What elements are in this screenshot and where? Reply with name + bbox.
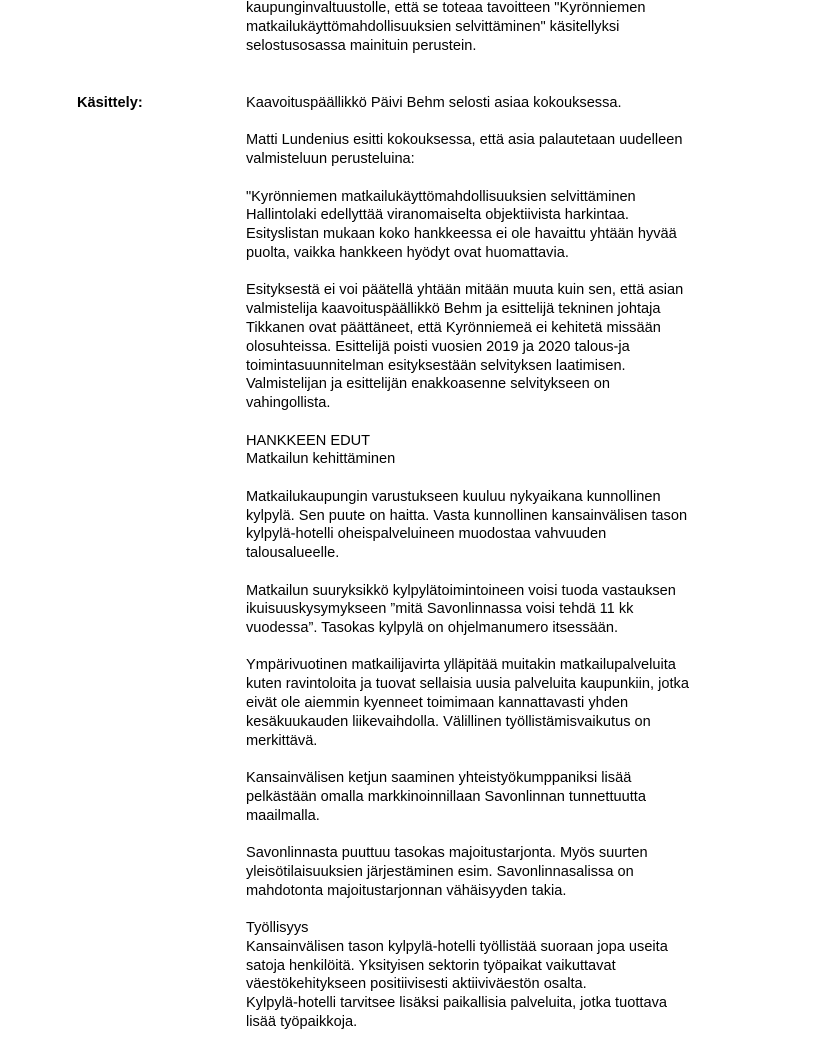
text-line: Kaavoituspäällikkö Päivi Behm selosti asiaa kokouksessa. bbox=[246, 95, 622, 111]
text-line: pelkästään omalla markkinoinnillaan Savonlinnan tunnettuutta bbox=[246, 788, 646, 805]
paragraph-gap bbox=[246, 638, 766, 657]
text-line: Matkailun suuryksikkö kylpylätoimintoineen voisi tuoda vastauksen bbox=[246, 582, 676, 599]
paragraph-gap bbox=[246, 750, 766, 769]
text-line: kuten ravintoloita ja tuovat sellaisia uusia palveluita kaupunkiin, jotka bbox=[246, 676, 689, 693]
paragraph-gap bbox=[246, 469, 766, 488]
text-line: Kansainvälisen ketjun saaminen yhteistyökumppaniksi lisää bbox=[246, 770, 632, 787]
text-line: Esityksestä ei voi päätellä yhtään mitään muuta kuin sen, että asian bbox=[246, 282, 684, 299]
paragraph-gap bbox=[246, 113, 766, 132]
text-line: toimintasuunnitelman esityksestään selvityksen laatimisen. bbox=[246, 357, 626, 374]
paragraph bbox=[246, 656, 766, 750]
text-line: Kansainvälisen tason kylpylä-hotelli työllistää suoraan jopa useita bbox=[246, 938, 668, 955]
text-line: talousalueelle. bbox=[246, 545, 340, 562]
text-line: mahdotonta majoitustarjonnan vähäisyyden takia. bbox=[246, 882, 567, 899]
text-line: kylpylä-hotelli oheispalveluineen muodostaa vahvuuden bbox=[246, 526, 607, 543]
text-line: vahingollista. bbox=[246, 395, 331, 412]
text-line: ikuisuuskysymykseen ”mitä Savonlinnassa voisi tehdä 11 kk bbox=[246, 601, 634, 618]
text-line: väestökehitykseen positiivisesti aktiiviväestön osalta. bbox=[246, 976, 587, 993]
text-line: kylpylä. Sen puute on haitta. Vasta kunnollinen kansainvälisen tason bbox=[246, 507, 688, 524]
text-line: Matkailukaupungin varustukseen kuuluu nykyaikana kunnollinen bbox=[246, 488, 661, 505]
section-label: Käsittely: bbox=[77, 95, 143, 111]
text-line: valmistelija kaavoituspäällikkö Behm ja esittelijä tekninen johtaja bbox=[246, 301, 661, 318]
paragraph bbox=[246, 432, 766, 470]
paragraph bbox=[246, 582, 766, 638]
text-line: Kylpylä-hotelli tarvitsee lisäksi paikallisia palveluita, jotka tuottava bbox=[246, 995, 667, 1012]
text-line: merkittävä. bbox=[246, 732, 318, 749]
paragraph-gap bbox=[246, 900, 766, 919]
text-line: olosuhteissa. Esittelijä poisti vuosien 2019 ja 2020 talous-ja bbox=[246, 338, 630, 355]
text-line: valmisteluun perusteluina: bbox=[246, 151, 415, 168]
text-line: Ympärivuotinen matkailijavirta ylläpitää muitakin matkailupalveluita bbox=[246, 657, 676, 674]
paragraph bbox=[246, 844, 766, 900]
top-paragraph bbox=[246, 0, 766, 55]
text-line: "Kyrönniemen matkailukäyttömahdollisuuksien selvittäminen bbox=[246, 188, 636, 205]
text-line: satoja henkilöitä. Yksityisen sektorin työpaikat vaikuttavat bbox=[246, 957, 616, 974]
text-line: Savonlinnasta puuttuu tasokas majoitustarjonta. Myös suurten bbox=[246, 845, 648, 862]
text-line: HANKKEEN EDUT bbox=[246, 432, 371, 449]
paragraph bbox=[246, 281, 766, 413]
paragraph-gap bbox=[246, 413, 766, 432]
text-line: kaupunginvaltuustolle, että se toteaa tavoitteen "Kyrönniemen bbox=[246, 0, 646, 16]
processing-body bbox=[246, 94, 766, 1032]
text-line: lisää työpaikkoja. bbox=[246, 1014, 358, 1031]
text-line: Työllisyys bbox=[246, 920, 309, 937]
text-line: Matkailun kehittäminen bbox=[246, 451, 396, 468]
text-line: puolta, vaikka hankkeen hyödyt ovat huomattavia. bbox=[246, 244, 569, 261]
paragraph-gap bbox=[246, 263, 766, 282]
text-line: kesäkuukauden liikevaihdolla. Välillinen työllistämisvaikutus on bbox=[246, 713, 651, 730]
paragraph bbox=[246, 188, 766, 263]
text-line: eivät ole aiemmin kyenneet toimimaan kannattavasti yhden bbox=[246, 695, 629, 712]
paragraph bbox=[246, 94, 766, 113]
text-line: yleisötilaisuuksien järjestäminen esim. Savonlinnasalissa on bbox=[246, 863, 634, 880]
paragraph bbox=[246, 131, 766, 169]
paragraph bbox=[246, 919, 766, 1032]
text-line: selostusosassa mainituin perustein. bbox=[246, 37, 477, 54]
text-line: Esityslistan mukaan koko hankkeessa ei ole havaittu yhtään hyvää bbox=[246, 226, 677, 243]
paragraph-gap bbox=[246, 563, 766, 582]
paragraph-gap bbox=[246, 825, 766, 844]
paragraph bbox=[246, 488, 766, 563]
text-line: Hallintolaki edellyttää viranomaiselta objektiivista harkintaa. bbox=[246, 207, 629, 224]
text-line: matkailukäyttömahdollisuuksien selvittäminen" käsitellyksi bbox=[246, 18, 620, 35]
text-line: Tikkanen ovat päättäneet, että Kyrönniemeä ei kehitetä missään bbox=[246, 319, 661, 336]
text-line: Valmistelijan ja esittelijän enakkoasenne selvitykseen on bbox=[246, 376, 610, 393]
text-line: Matti Lundenius esitti kokouksessa, että asia palautetaan uudelleen bbox=[246, 132, 683, 149]
text-line: maailmalla. bbox=[246, 807, 320, 824]
paragraph-gap bbox=[246, 169, 766, 188]
text-line: vuodessa”. Tasokas kylpylä on ohjelmanumero itsessään. bbox=[246, 620, 619, 637]
paragraph bbox=[246, 769, 766, 825]
